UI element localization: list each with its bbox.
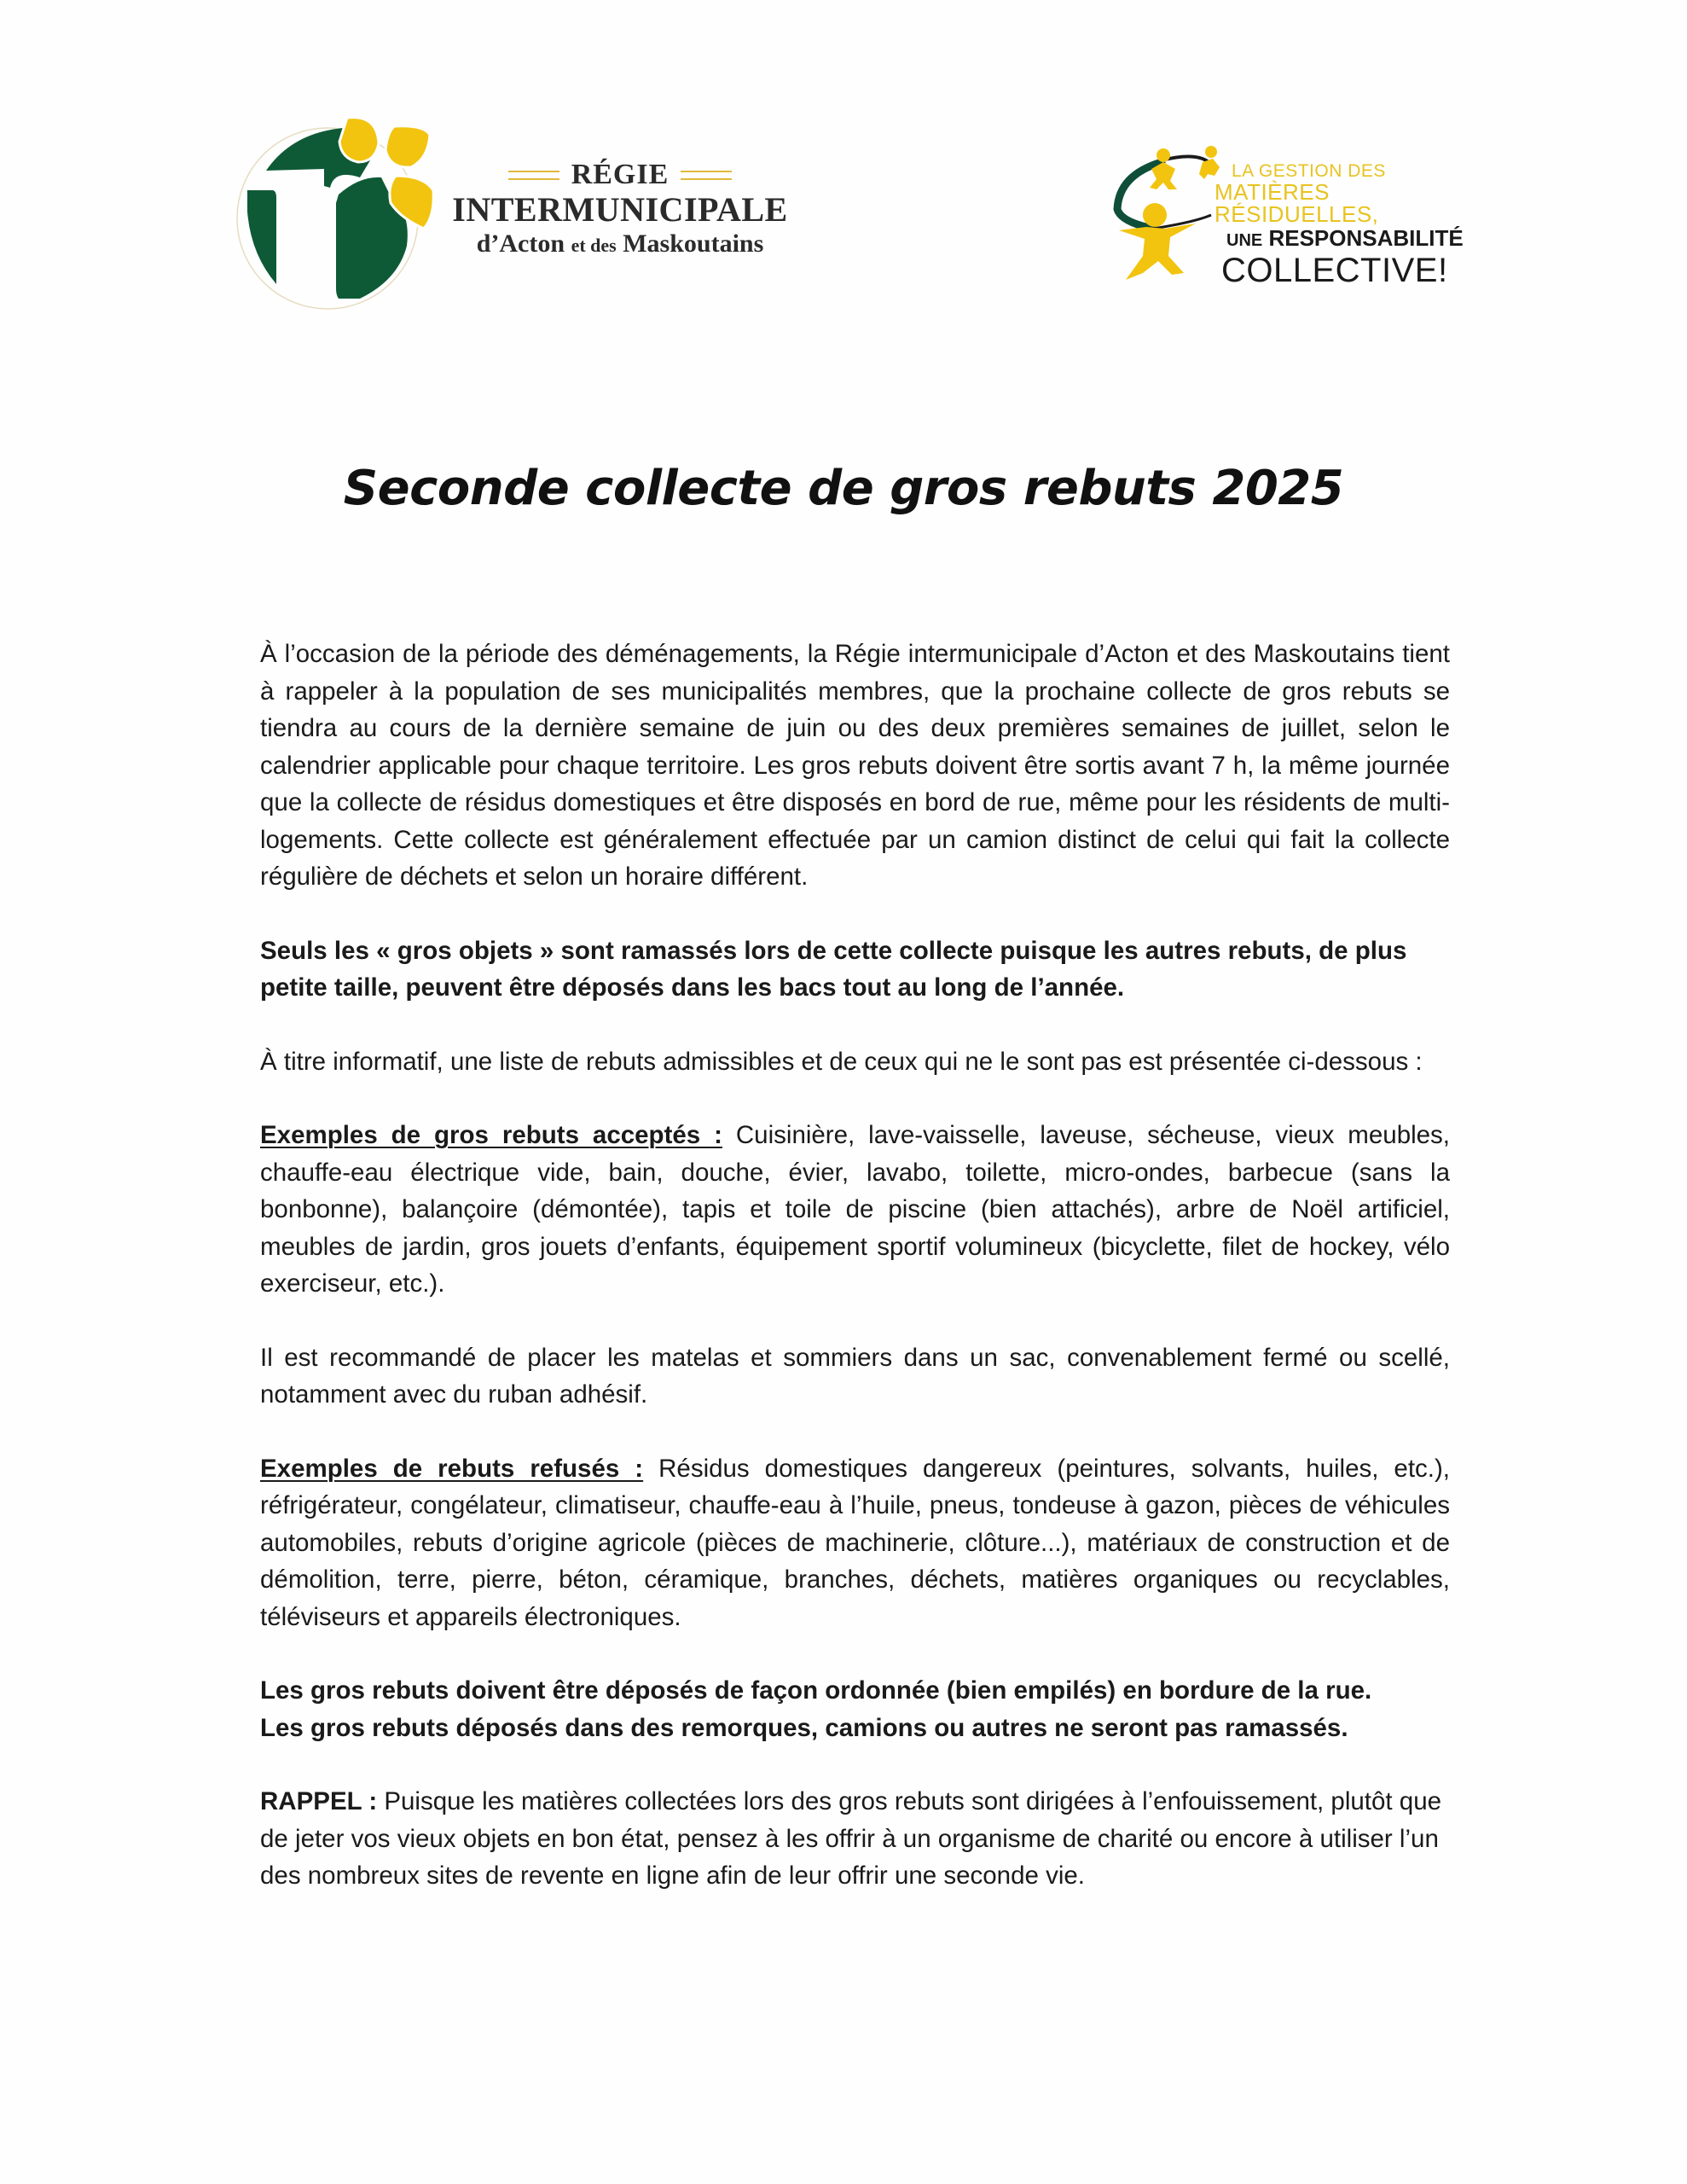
slogan-text [1215, 162, 1469, 288]
document-body [260, 636, 1450, 1895]
org-name-line1: RÉGIE [571, 159, 670, 190]
placement-rules-paragraph [260, 1672, 1450, 1746]
document-title: Seconde collecte de gros rebuts 2025 [343, 461, 1344, 516]
slogan-line3: UNE RESPONSABILITÉ [1226, 225, 1464, 251]
children-circle-logo-icon [1102, 136, 1221, 290]
accepted-items-paragraph [260, 1117, 1450, 1303]
mattress-paragraph: Il est recommandé de placer les matelas et sommiers dans un sac, convenablement fermé ou scellé, notamment avec du ruban adhésif. [260, 1343, 1450, 1409]
info-paragraph: À titre informatif, une liste de rebuts admissibles et de ceux qui ne le sont pas est présentée ci-dessous : [260, 1047, 1423, 1076]
org-name-line3: d’Acton et des Maskoutains [476, 229, 764, 258]
refused-items-text: Résidus domestiques dangereux (peintures, solvants, huiles, etc.), réfrigérateur, congélateur, climatiseur, chauffe-eau à l’huile, pneus, tondeuse à gazon, pièces de véhicules automobiles, rebuts d’origine agricole (pièces de machinerie, clôture...), matériaux de construction et de démolition, terre, pierre, béton, céramique, branches, déchets, matières organiques ou recyclables, téléviseurs et appareils électroniques. [260, 1454, 1451, 1631]
rappel-paragraph [260, 1783, 1450, 1895]
decorative-rule-right [681, 171, 732, 180]
slogan-line1: LA GESTION DES [1232, 161, 1386, 181]
rappel-text: Puisque les matières collectées lors des gros rebuts sont dirigées à l’enfouissement, plutôt que de jeter vos vieux objets en bon état, pensez à les offrir à un organisme de charité ou encore à utiliser l’un des nombreux sites de revente en ligne afin de leur offrir une seconde vie. [260, 1787, 1442, 1890]
refused-items-label: Exemples de rebuts refusés : [260, 1454, 644, 1483]
slogan-line4: COLLECTIVE! [1221, 252, 1448, 289]
slogan-line2: MATIÈRES RÉSIDUELLES, [1215, 179, 1379, 227]
rules-line1: Les gros rebuts doivent être déposés de façon ordonnée (bien empilés) en bordure de la rue. [260, 1676, 1372, 1705]
intro-paragraph: À l’occasion de la période des déménagements, la Régie intermunicipale d’Acton et des Maskoutains tient à rappeler à la population de ses municipalités membres, que la prochaine collecte de gros rebuts se tiendra au cours de la dernière semaine de juin ou des deux premières semaines de juillet, selon le calendrier applicable pour chaque territoire. Les gros rebuts doivent être sortis avant 7 h, la même journée que la collecte de résidus domestiques et être disposés en bord de rue, même pour les résidents de multi-logements. Cette collecte est généralement effectuée par un camion distinct de celui qui fait la collecte régulière de déchets et selon un horaire différent. [260, 640, 1450, 891]
decorative-rule-left [508, 171, 559, 180]
regie-leaf-logo-icon [232, 109, 437, 314]
accepted-items-text: Cuisinière, lave-vaisselle, laveuse, sécheuse, vieux meubles, chauffe-eau électrique vide, bain, douche, évier, lavabo, toilette, micro-ondes, barbecue (sans la bonbonne), balançoire (démontée), tapis et toile de piscine (bien attachés), arbre de Noël artificiel, meubles de jardin, gros jouets d’enfants, équipement sportif volumineux (bicyclette, filet de hockey, vélo exerciseur, etc.). [260, 1121, 1451, 1298]
rappel-label: RAPPEL : [260, 1787, 378, 1815]
accepted-items-label: Exemples de gros rebuts acceptés : [260, 1121, 722, 1149]
regie-org-name [445, 159, 795, 261]
slogan-logo [1102, 136, 1469, 290]
bold-notice-paragraph: Seuls les « gros objets » sont ramassés lors de cette collecte puisque les autres rebuts, de plus petite taille, peuvent être déposés dans les bacs tout au long de l’année. [260, 936, 1407, 1002]
refused-items-paragraph [260, 1450, 1450, 1636]
org-name-line2: INTERMUNICIPALE [452, 190, 788, 229]
rules-line2: Les gros rebuts déposés dans des remorques, camions ou autres ne seront pas ramassés. [260, 1713, 1348, 1742]
regie-logo [232, 109, 795, 314]
